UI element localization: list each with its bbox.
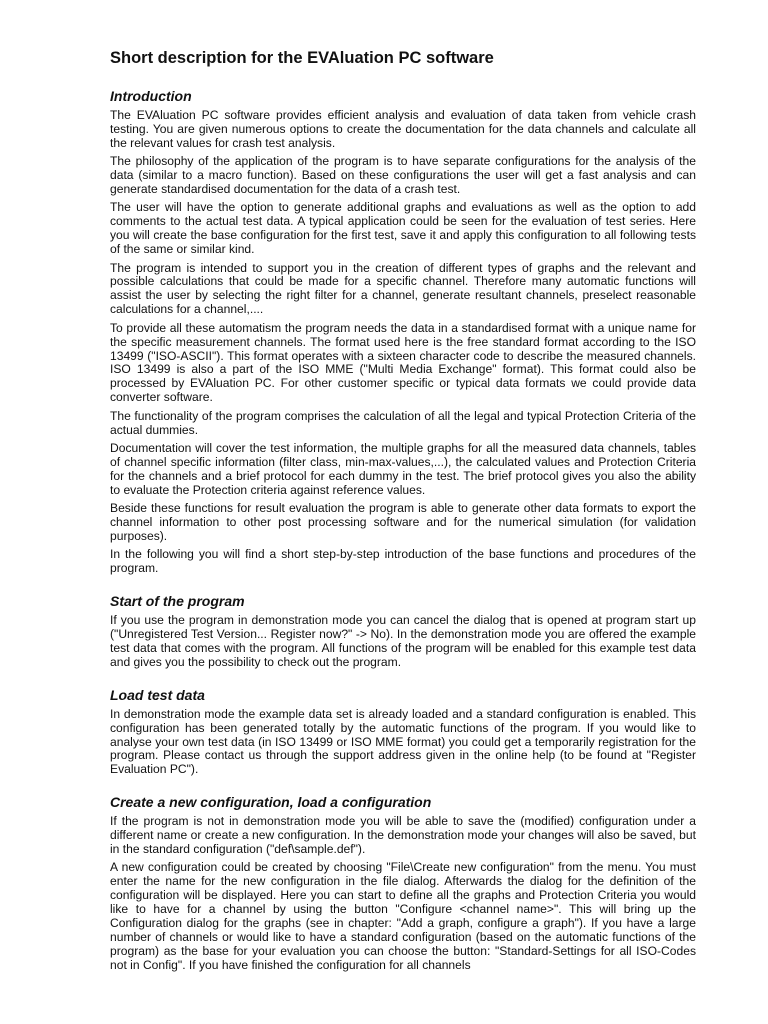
paragraph: If the program is not in demonstration mode you will be able to save the (modified) configuration under a different name or create a new configuration. In the demonstration mode your changes will also be saved, but in the standard configuration ("def\sample.def"). xyxy=(110,814,696,857)
section-create-configuration xyxy=(110,793,696,972)
paragraph: In the following you will find a short step-by-step introduction of the base functions and procedures of the program. xyxy=(110,547,696,576)
section-heading: Introduction xyxy=(110,88,192,104)
paragraph: The functionality of the program comprises the calculation of all the legal and typical Protection Criteria of the actual dummies. xyxy=(110,408,696,437)
paragraph: Documentation will cover the test information, the multiple graphs for all the measured data channels, tables of channel specific information (filter class, min-max-values,...), the calculated values and Protection Criteria for the channels and a brief protocol for each dummy in the test. The brief protocol gives you also the ability to evaluate the Protection criteria against reference values. xyxy=(110,440,696,497)
paragraph: In demonstration mode the example data set is already loaded and a standard configuration is enabled. This configuration has been generated totally by the automatic functions of the program. If you would like to analyse your own test data (in ISO 13499 or ISO MME format) you could get a temporarily registration for the program. Please contact us through the support address given in the online help (to be found at "Register Evaluation PC"). xyxy=(110,706,696,777)
section-heading: Start of the program xyxy=(110,593,245,610)
paragraph: To provide all these automatism the program needs the data in a standardised format with a unique name for the specific measurement channels. The format used here is the free standard format according to the ISO 13499 ("ISO-ASCII"). This format operates with a sixteen character code to describe the measured channels. ISO 13499 is also a part of the ISO MME ("Multi Media Exchange" format). This format could also be processed by EVAluation PC. For other customer specific or typical data formats we could provide data converter software. xyxy=(110,320,696,405)
paragraph: The program is intended to support you in the creation of different types of graphs and the relevant and possible calculations that could be made for a specific channel. Therefore many automatic functions will assist the user by selecting the right filter for a channel, generate resultant channels, preselect reasonable calculations for a channel,.... xyxy=(110,260,696,317)
paragraph: The EVAluation PC software provides efficient analysis and evaluation of data taken from vehicle crash testing. You are given numerous options to create the documentation for the data channels and calculate all the relevant values for crash test analysis. xyxy=(110,108,696,150)
section-heading: Create a new configuration, load a configuration xyxy=(110,794,432,811)
paragraph: A new configuration could be created by choosing "File\Create new configuration" from the menu. You must enter the name for the new configuration in the file dialog. Afterwards the dialog for the definition of the configuration will be displayed. Here you can start to define all the graphs and Protection Criteria you would like to have for a channel by using the button "Configure <channel name>". This will bring up the Configuration dialog for the graphs (see in chapter: "Add a graph, configure a graph"). If you have a large number of channels or would like to have a standard configuration (based on the automatic functions of the program) as the base for your evaluation you can choose the button: "Standard-Settings for all ISO-Codes not in Config". If you have finished the configuration for all channels xyxy=(110,860,696,972)
section-heading: Load test data xyxy=(110,686,205,703)
paragraph: The user will have the option to generate additional graphs and evaluations as well as the option to add comments to the actual test data. A typical application could be seen for the evaluation of test series. Here you will create the base configuration for the first test, save it and apply this configuration to all following tests of the same or similar kind. xyxy=(110,200,696,257)
document-title: Short description for the EVAluation PC software xyxy=(110,49,494,67)
section-load-test-data xyxy=(110,686,696,778)
section-introduction xyxy=(110,87,696,576)
section-start-of-program xyxy=(110,592,696,670)
document-page xyxy=(110,48,696,977)
paragraph: Beside these functions for result evaluation the program is able to generate other data formats to export the channel information to other post processing software and for the numerical simulation (for validation purposes). xyxy=(110,501,696,543)
paragraph: The philosophy of the application of the program is to have separate configurations for the analysis of the data (similar to a macro function). Based on these configurations the user will get a fast analysis and can generate standardised documentation for the data of a crash test. xyxy=(110,154,696,197)
paragraph: If you use the program in demonstration mode you can cancel the dialog that is opened at program start up ("Unregistered Test Version... Register now?" -> No). In the demonstration mode you are offered the example test data that comes with the program. All functions of the program will be enabled for this example test data and gives you the possibility to check out the program. xyxy=(110,613,696,669)
